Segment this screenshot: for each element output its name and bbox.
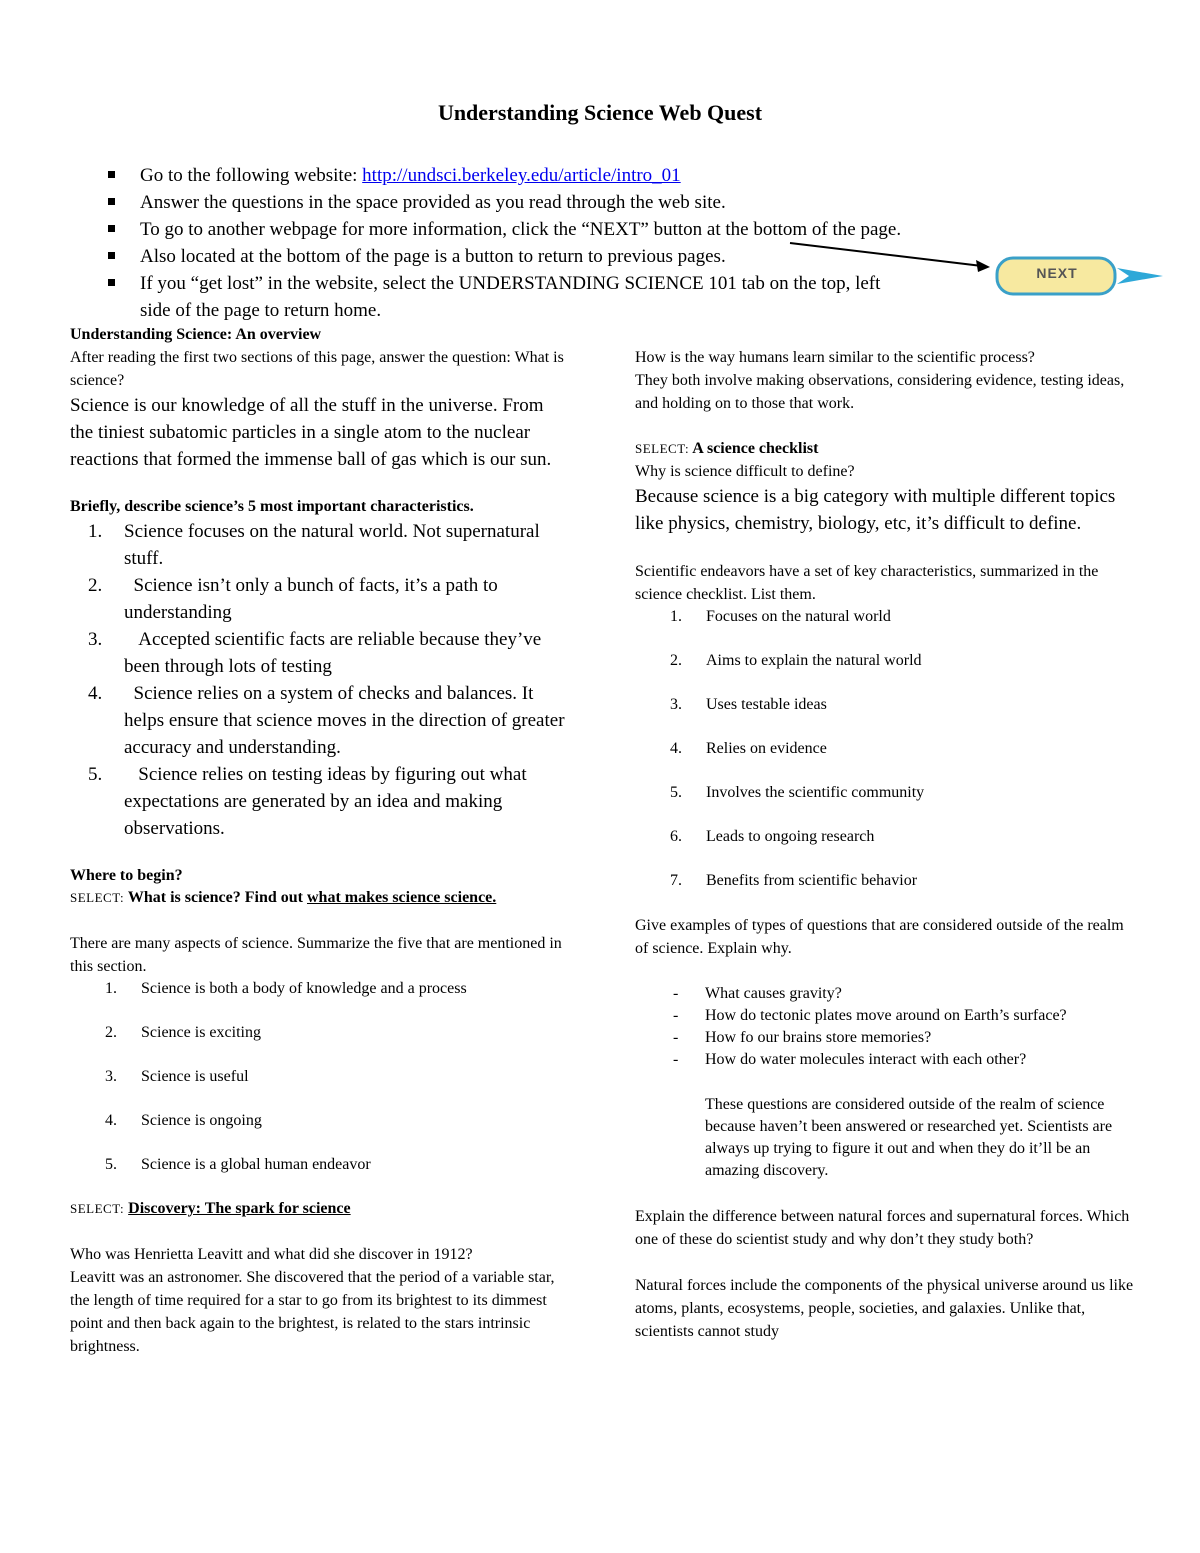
answer-text: Because science is a big category with multiple different topics like physics, chemistry, biology, etc, it’s difficult to define.	[635, 486, 1116, 534]
list-item: 5. Involves the scientific community	[670, 784, 925, 801]
left-column	[70, 324, 570, 1358]
list-item: 3. Science is useful	[105, 1068, 249, 1085]
answer-text: Leavitt was an astronomer. She discovered that the period of a variable star, the length of time required for a star to go from its brightest to its dimmest point and then back again to the brightest, is related to the stars intrinsic brightness.	[70, 1269, 555, 1355]
list-item: 2. Science is exciting	[105, 1024, 261, 1041]
aspects-list	[70, 978, 570, 1176]
list-item: 5. Science is a global human endeavor	[105, 1156, 371, 1173]
list-item: 3. Uses testable ideas	[670, 696, 827, 713]
section-heading: Briefly, describe science’s 5 most important characteristics.	[70, 498, 474, 515]
question-text: How is the way humans learn similar to the scientific process?	[635, 349, 1035, 366]
list-item: 4. Science relies on a system of checks and balances. It helps ensure that science moves in the direction of greater accuracy and understanding.	[88, 683, 570, 758]
list-item: 4. Relies on evidence	[670, 740, 827, 757]
instruction-text: Go to the following website:	[140, 165, 363, 186]
list-item: 1. Science is both a body of knowledge and a process	[105, 980, 467, 997]
next-button[interactable]	[995, 256, 1165, 296]
examples-list	[635, 983, 1135, 1071]
section-link[interactable]: what makes science science.	[306, 889, 497, 906]
question-text: Explain the difference between natural forces and supernatural forces. Which one of these do scientist study and why don’t they study both?	[635, 1208, 1130, 1248]
section-heading: Understanding Science: An overview	[70, 326, 322, 343]
checklist-list	[635, 606, 1135, 892]
page-title: Understanding Science Web Quest	[437, 100, 763, 125]
question-text: Why is science difficult to define?	[635, 463, 855, 480]
answer-text: They both involve making observations, considering evidence, testing ideas, and holding on to those that work.	[635, 372, 1125, 412]
question-text: There are many aspects of science. Summarize the five that are mentioned in this section.	[70, 935, 562, 975]
instruction-item: To go to another webpage for more information, click the “NEXT” button at the bottom of the page.	[100, 216, 1100, 243]
list-item: 5. Science relies on testing ideas by figuring out what expectations are generated by an idea and making observations.	[88, 764, 532, 839]
list-item: 7. Benefits from scientific behavior	[670, 872, 918, 889]
arrow-right-icon	[1117, 268, 1163, 284]
list-item: - How fo our brains store memories?	[673, 1029, 932, 1046]
list-item: 2. Aims to explain the natural world	[670, 652, 922, 669]
right-column	[635, 346, 1135, 1343]
answer-text: Science is our knowledge of all the stuff in the universe. From the tiniest subatomic particles in a single atom to the nuclear reactions that formed the immense ball of gas which is our sun.	[70, 395, 552, 470]
answer-text: These questions are considered outside of the realm of science because haven’t been answered or researched yet. Scientists are always up trying to figure it out and when they do it’ll be an amazing discovery.	[705, 1096, 1113, 1179]
answer-text: Natural forces include the components of the physical universe around us like atoms, plants, ecosystems, people, societies, and galaxies. Unlike that, scientists cannot study	[635, 1277, 1134, 1340]
characteristics-list	[70, 518, 570, 842]
question-text: Who was Henrietta Leavitt and what did she discover in 1912?	[70, 1246, 473, 1263]
list-item: - How do water molecules interact with each other?	[673, 1051, 1027, 1068]
list-item: 4. Science is ongoing	[105, 1112, 262, 1129]
question-text: Scientific endeavors have a set of key characteristics, summarized in the science checklist. List them.	[635, 563, 1099, 603]
list-item: 2. Science isn’t only a bunch of facts, it’s a path to understanding	[88, 575, 503, 623]
instruction-item: Answer the questions in the space provided as you read through the web site.	[100, 189, 1100, 216]
instruction-item: Also located at the bottom of the page is a button to return to previous pages.	[100, 243, 1100, 270]
section-heading: Where to begin?	[70, 867, 183, 884]
list-item: - How do tectonic plates move around on Earth’s surface?	[673, 1007, 1067, 1024]
list-item: 3. Accepted scientific facts are reliable because they’ve been through lots of testing	[88, 629, 546, 677]
question-text: Give examples of types of questions that are considered outside of the realm of science. Explain why.	[635, 917, 1124, 957]
section-link[interactable]: Discovery: The spark for science	[128, 1200, 351, 1217]
select-line: SELECT: A science checklist	[635, 440, 819, 457]
website-link[interactable]: http://undsci.berkeley.edu/article/intro_01	[362, 165, 681, 186]
select-line: SELECT: Discovery: The spark for science	[70, 1200, 351, 1217]
list-item: 1. Science focuses on the natural world. Not supernatural stuff.	[88, 521, 545, 569]
list-item: 6. Leads to ongoing research	[670, 828, 875, 845]
select-line: SELECT: What is science? Find out what makes science science.	[70, 889, 497, 906]
next-button-label: NEXT	[1036, 265, 1078, 281]
list-item: 1. Focuses on the natural world	[670, 608, 891, 625]
instruction-item: If you “get lost” in the website, select the UNDERSTANDING SCIENCE 101 tab on the top, left side of the page to return home.	[100, 270, 900, 324]
list-item: - What causes gravity?	[673, 985, 842, 1002]
question-text: After reading the first two sections of this page, answer the question: What is science?	[70, 349, 564, 389]
